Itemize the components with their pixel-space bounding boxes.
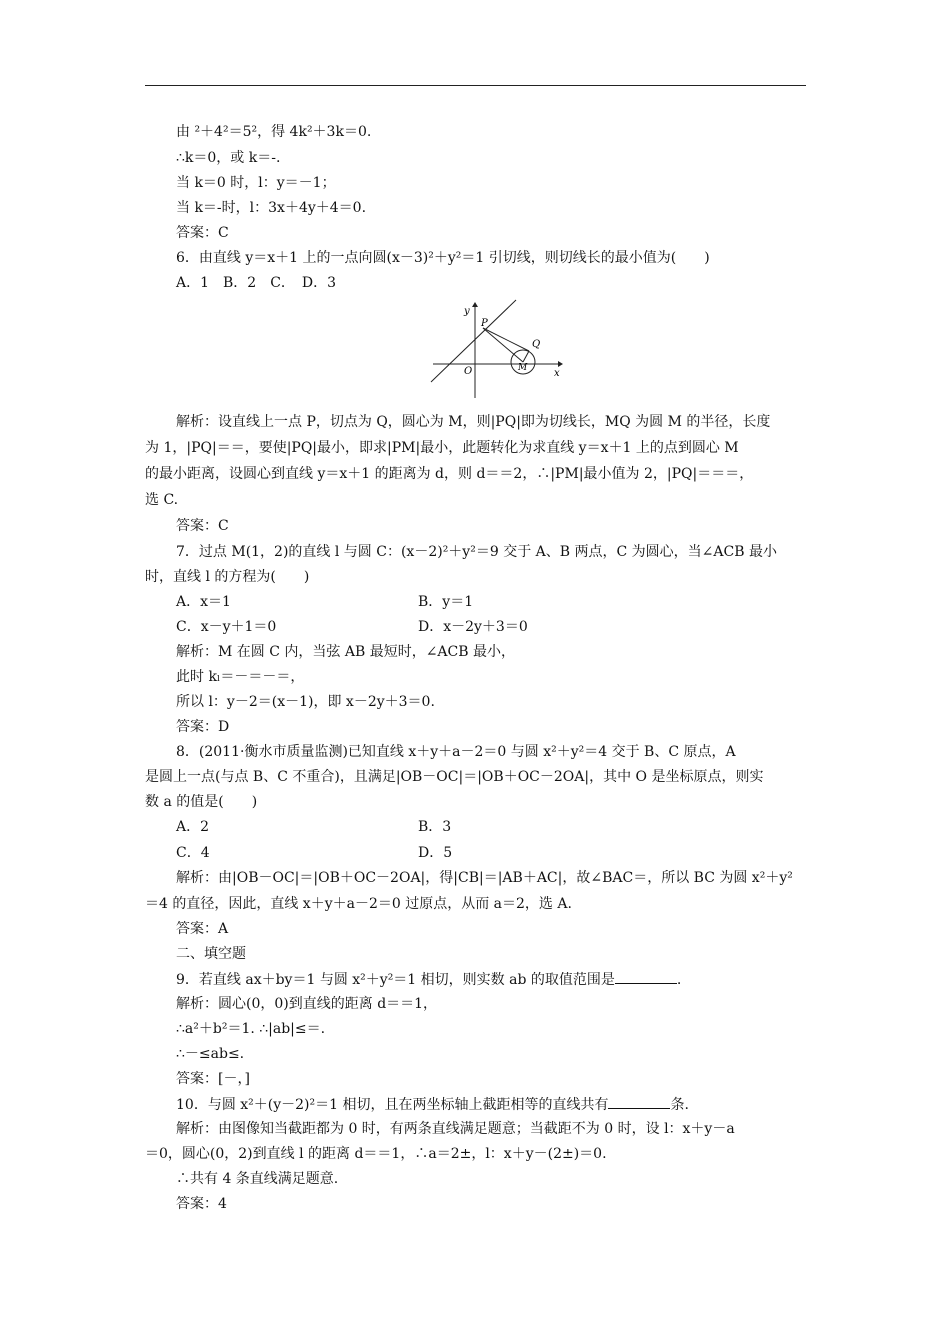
label-y: y <box>464 306 470 317</box>
solution-10: ∴共有 4 条直线满足题意. <box>176 1171 339 1187</box>
option-a: A．2 <box>176 819 210 835</box>
solution-7: 此时 kₗ＝－＝－＝， <box>176 669 305 685</box>
solution-6: 解析：设直线上一点 P，切点为 Q，圆心为 M，则|PQ|即为切线长，MQ 为圆 M 的半径，长度 <box>176 414 771 430</box>
solution-6: 为 1，|PQ|＝＝，要使|PQ|最小，即求|PM|最小，此题转化为求直线 y＝x＋1 上的点到圆心 M <box>145 440 739 456</box>
question-8: 8．(2011·衡水市质量监测)已知直线 x＋y＋a－2＝0 与圆 x²＋y²＝4 交于 B、C 原点，A <box>176 744 736 760</box>
solution-6: 的最小距离，设圆心到直线 y＝x＋1 的距离为 d，则 d＝＝2，∴|PM|最小值为 2，|PQ|＝＝＝， <box>145 466 754 482</box>
option-a: A．x＝1 <box>176 594 231 610</box>
label-q: Q <box>532 339 541 350</box>
solution-9: 解析：圆心(0，0)到直线的距离 d＝＝1， <box>176 996 438 1012</box>
section-heading: 二、填空题 <box>176 946 246 962</box>
answer-8: 答案：A <box>176 921 229 937</box>
option-c: C．x－y＋1＝0 <box>176 619 277 635</box>
solution-8: ＝4 的直径，因此，直线 x＋y＋a－2＝0 过原点，从而 a＝2，选 A. <box>145 896 572 912</box>
solution-6: 选 C. <box>145 492 179 508</box>
answer-line: 答案：C <box>176 225 229 241</box>
option-b: B．3 <box>418 819 452 835</box>
option-b: B．y＝1 <box>418 594 474 610</box>
header-rule <box>145 85 806 86</box>
label-m: M <box>518 363 528 373</box>
text-line: 由 ²＋4²＝5²，得 4k²＋3k＝0. <box>176 124 372 140</box>
question-7: 7．过点 M(1，2)的直线 l 与圆 C：(x－2)²＋y²＝9 交于 A、B 两点，C 为圆心，当∠ACB 最小 <box>176 544 777 560</box>
tangent-diagram <box>428 294 563 398</box>
question-9: 9．若直线 ax＋by＝1 与圆 x²＋y²＝1 相切，则实数 ab 的取值范围是 . <box>176 969 681 990</box>
solution-10: ＝0，圆心(0，2)到直线 l 的距离 d＝＝1，∴a＝2±，l：x＋y－(2±)＝0. <box>145 1146 607 1162</box>
question-8: 数 a 的值是( ) <box>145 794 258 810</box>
solution-8: 解析：由|OB－OC|＝|OB＋OC－2OA|，得|CB|＝|AB＋AC|，故∠BAC＝，所以 BC 为圆 x²＋y² <box>176 870 793 886</box>
answer-9: 答案：[－，] <box>176 1071 250 1087</box>
solution-10: 解析：由图像知当截距都为 0 时，有两条直线满足题意；当截距不为 0 时，设 l：x＋y－a <box>176 1121 735 1137</box>
option-d: D．x－2y＋3＝0 <box>418 619 528 635</box>
text-line: 当 k＝0 时，l：y＝－1； <box>176 175 336 191</box>
question-7: 时，直线 l 的方程为( ) <box>145 569 310 585</box>
answer-blank <box>608 1094 670 1109</box>
text-line: 当 k＝-时，l：3x＋4y＋4＝0. <box>176 200 367 216</box>
question-6-options: A．1 B．2 C． D．3 <box>176 275 337 291</box>
question-6: 6．由直线 y＝x＋1 上的一点向圆(x－3)²＋y²＝1 引切线，则切线长的最小值为( ) <box>176 250 710 266</box>
option-d: D．5 <box>418 845 453 861</box>
solution-7: 解析：M 在圆 C 内，当弦 AB 最短时，∠ACB 最小， <box>176 644 515 660</box>
line-y-eq-x-plus-1 <box>431 300 516 382</box>
question-10: 10．与圆 x²＋(y－2)²＝1 相切，且在两坐标轴上截距相等的直线共有 条. <box>176 1094 689 1115</box>
label-o: O <box>464 366 473 377</box>
solution-9: ∴a²＋b²＝1. ∴|ab|≤＝. <box>176 1021 326 1037</box>
text-line: ∴k＝0，或 k＝-. <box>176 150 281 166</box>
option-c: C．4 <box>176 845 210 861</box>
question-8: 是圆上一点(与点 B、C 不重合)，且满足|OB－OC|＝|OB＋OC－2OA|，其中 O 是坐标原点，则实 <box>145 769 764 785</box>
answer-10: 答案：4 <box>176 1196 227 1212</box>
solution-7: 所以 l：y－2＝(x－1)，即 x－2y＋3＝0. <box>176 694 435 710</box>
answer-6: 答案：C <box>176 518 229 534</box>
answer-blank <box>615 969 677 984</box>
answer-7: 答案：D <box>176 719 230 735</box>
label-p: P <box>481 318 488 329</box>
label-x: x <box>554 368 560 379</box>
segment-mq <box>523 351 529 362</box>
solution-9: ∴－≤ab≤. <box>176 1046 245 1062</box>
